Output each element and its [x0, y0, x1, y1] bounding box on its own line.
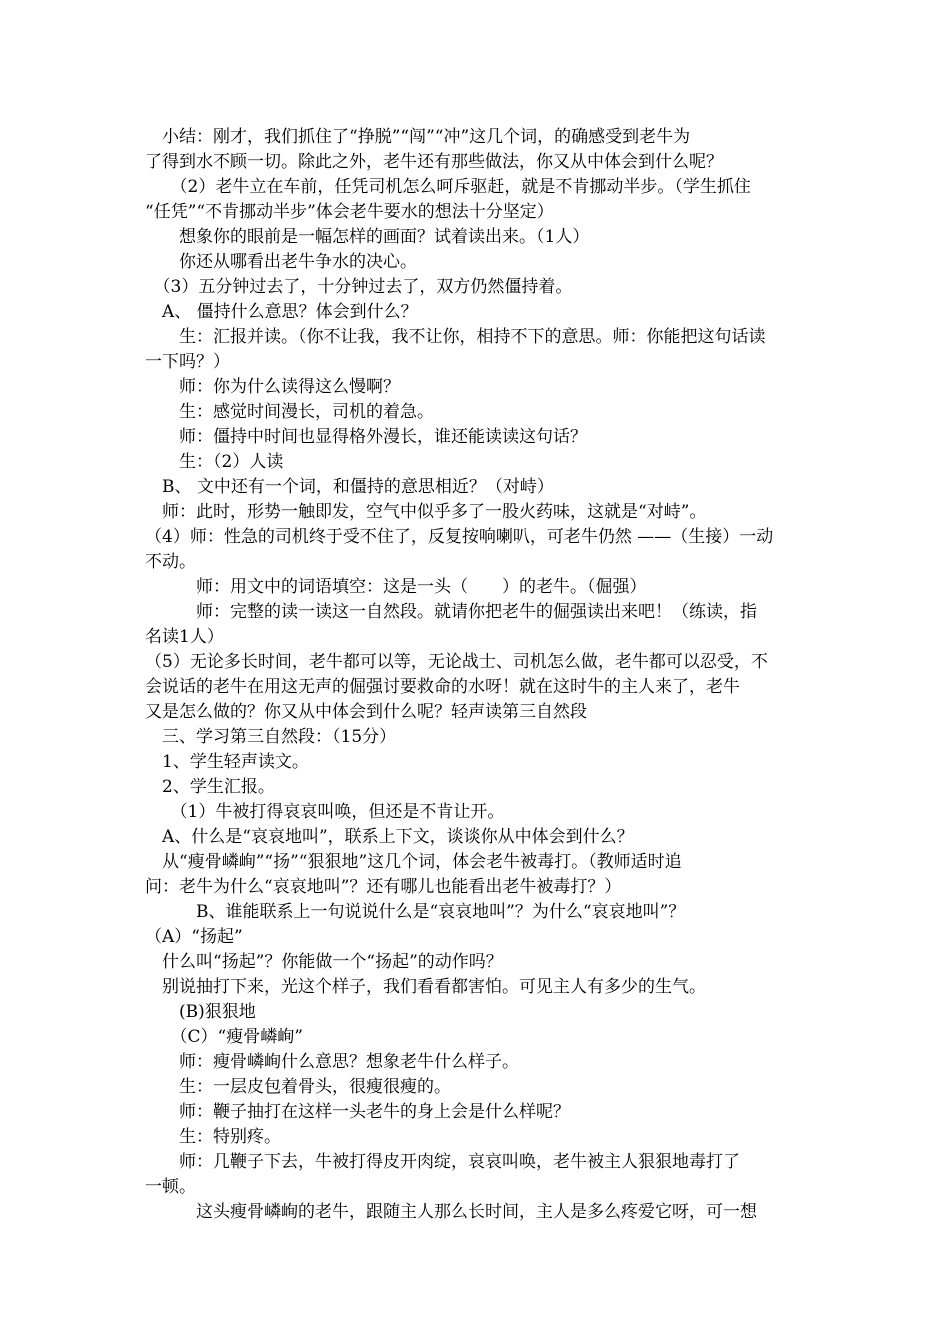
text-line: 师：此时，形势一触即发，空气中似乎多了一股火药味，这就是“对峙”。 — [145, 502, 707, 522]
text-line: 名读1人） — [145, 627, 224, 647]
text-line: 2、学生汇报。 — [145, 777, 275, 797]
text-line: B、 文中还有一个词，和僵持的意思相近？（对峙） — [145, 477, 554, 497]
text-line: 生：（2）人读 — [145, 452, 284, 472]
text-line: 师：鞭子抽打在这样一头老牛的身上会是什么样呢？ — [145, 1102, 570, 1122]
text-line: 这头瘦骨嶙峋的老牛，跟随主人那么长时间，主人是多么疼爱它呀，可一想 — [145, 1202, 757, 1222]
text-line: （1）牛被打得哀哀叫唤，但还是不肯让开。 — [145, 802, 505, 822]
text-line: B、谁能联系上一句说说什么是“哀哀地叫”？为什么“哀哀地叫”？ — [145, 902, 686, 922]
text-line: （2）老牛立在车前，任凭司机怎么呵斥驱赶，就是不肯挪动半步。（学生抓住 — [145, 177, 751, 197]
text-line: 师：僵持中时间也显得格外漫长，谁还能读读这句话？ — [145, 427, 587, 447]
text-line: 会说话的老牛在用这无声的倔强讨要救命的水呀！就在这时牛的主人来了，老牛 — [145, 677, 740, 697]
text-line: 你还从哪看出老牛争水的决心。 — [145, 252, 417, 272]
text-line: 师：你为什么读得这么慢啊？ — [145, 377, 400, 397]
text-line: 1、学生轻声读文。 — [145, 752, 309, 772]
text-line: 又是怎么做的？你又从中体会到什么呢？轻声读第三自然段 — [145, 702, 587, 722]
text-line: A、什么是“哀哀地叫”，联系上下文，谈谈你从中体会到什么？ — [145, 827, 634, 847]
text-line: 小结：刚才，我们抓住了“挣脱”“闯”“冲”这几个词，的确感受到老牛为 — [145, 127, 691, 147]
text-line: （3）五分钟过去了，十分钟过去了，双方仍然僵持着。 — [145, 277, 573, 297]
text-line: 生：一层皮包着骨头，很瘦很瘦的。 — [145, 1077, 451, 1097]
text-line: 师：瘦骨嶙峋什么意思？想象老牛什么样子。 — [145, 1052, 519, 1072]
text-line: 生：汇报并读。（你不让我，我不让你，相持不下的意思。师：你能把这句话读 — [145, 327, 766, 347]
text-line: （4）师：性急的司机终于受不住了，反复按响喇叭，可老牛仍然 ——（生接）一动 — [145, 527, 774, 547]
text-line: 想象你的眼前是一幅怎样的画面？试着读出来。（1人） — [145, 227, 590, 247]
text-line: 一下吗？） — [145, 352, 230, 372]
text-line: 三、学习第三自然段：（15分） — [145, 727, 397, 747]
text-line: （C）“瘦骨嶙峋” — [145, 1027, 303, 1047]
text-line: （A）“扬起” — [145, 927, 243, 947]
text-line: “任凭”“不肯挪动半步”体会老牛要水的想法十分坚定） — [145, 202, 554, 222]
text-line: 师：完整的读一读这一自然段。就请你把老牛的倔强读出来吧！（练读，指 — [145, 602, 757, 622]
text-line: 了得到水不顾一切。除此之外，老牛还有那些做法，你又从中体会到什么呢？ — [145, 152, 723, 172]
text-line: 师：用文中的词语填空：这是一头（ ）的老牛。（倔强） — [145, 577, 647, 597]
text-line: （5）无论多长时间，老牛都可以等，无论战士、司机怎么做，老牛都可以忍受，不 — [145, 652, 768, 672]
text-line: 不动。 — [145, 552, 196, 572]
text-line: 别说抽打下来，光这个样子，我们看看都害怕。可见主人有多少的生气。 — [145, 977, 706, 997]
text-line: 生：感觉时间漫长，司机的着急。 — [145, 402, 434, 422]
text-line: 从“瘦骨嶙峋”“扬”“狠狠地”这几个词，体会老牛被毒打。（教师适时追 — [145, 852, 682, 872]
text-line: 生：特别疼。 — [145, 1127, 281, 1147]
text-line: 一顿。 — [145, 1177, 196, 1197]
text-line: 什么叫“扬起”？你能做一个“扬起”的动作吗？ — [145, 952, 503, 972]
text-line: 问：老牛为什么“哀哀地叫”？还有哪儿也能看出老牛被毒打？） — [145, 877, 622, 897]
text-line: A、 僵持什么意思？体会到什么？ — [145, 302, 418, 322]
text-line: (B)狠狠地 — [145, 1002, 256, 1022]
text-line: 师：几鞭子下去，牛被打得皮开肉绽，哀哀叫唤，老牛被主人狠狠地毒打了 — [145, 1152, 740, 1172]
